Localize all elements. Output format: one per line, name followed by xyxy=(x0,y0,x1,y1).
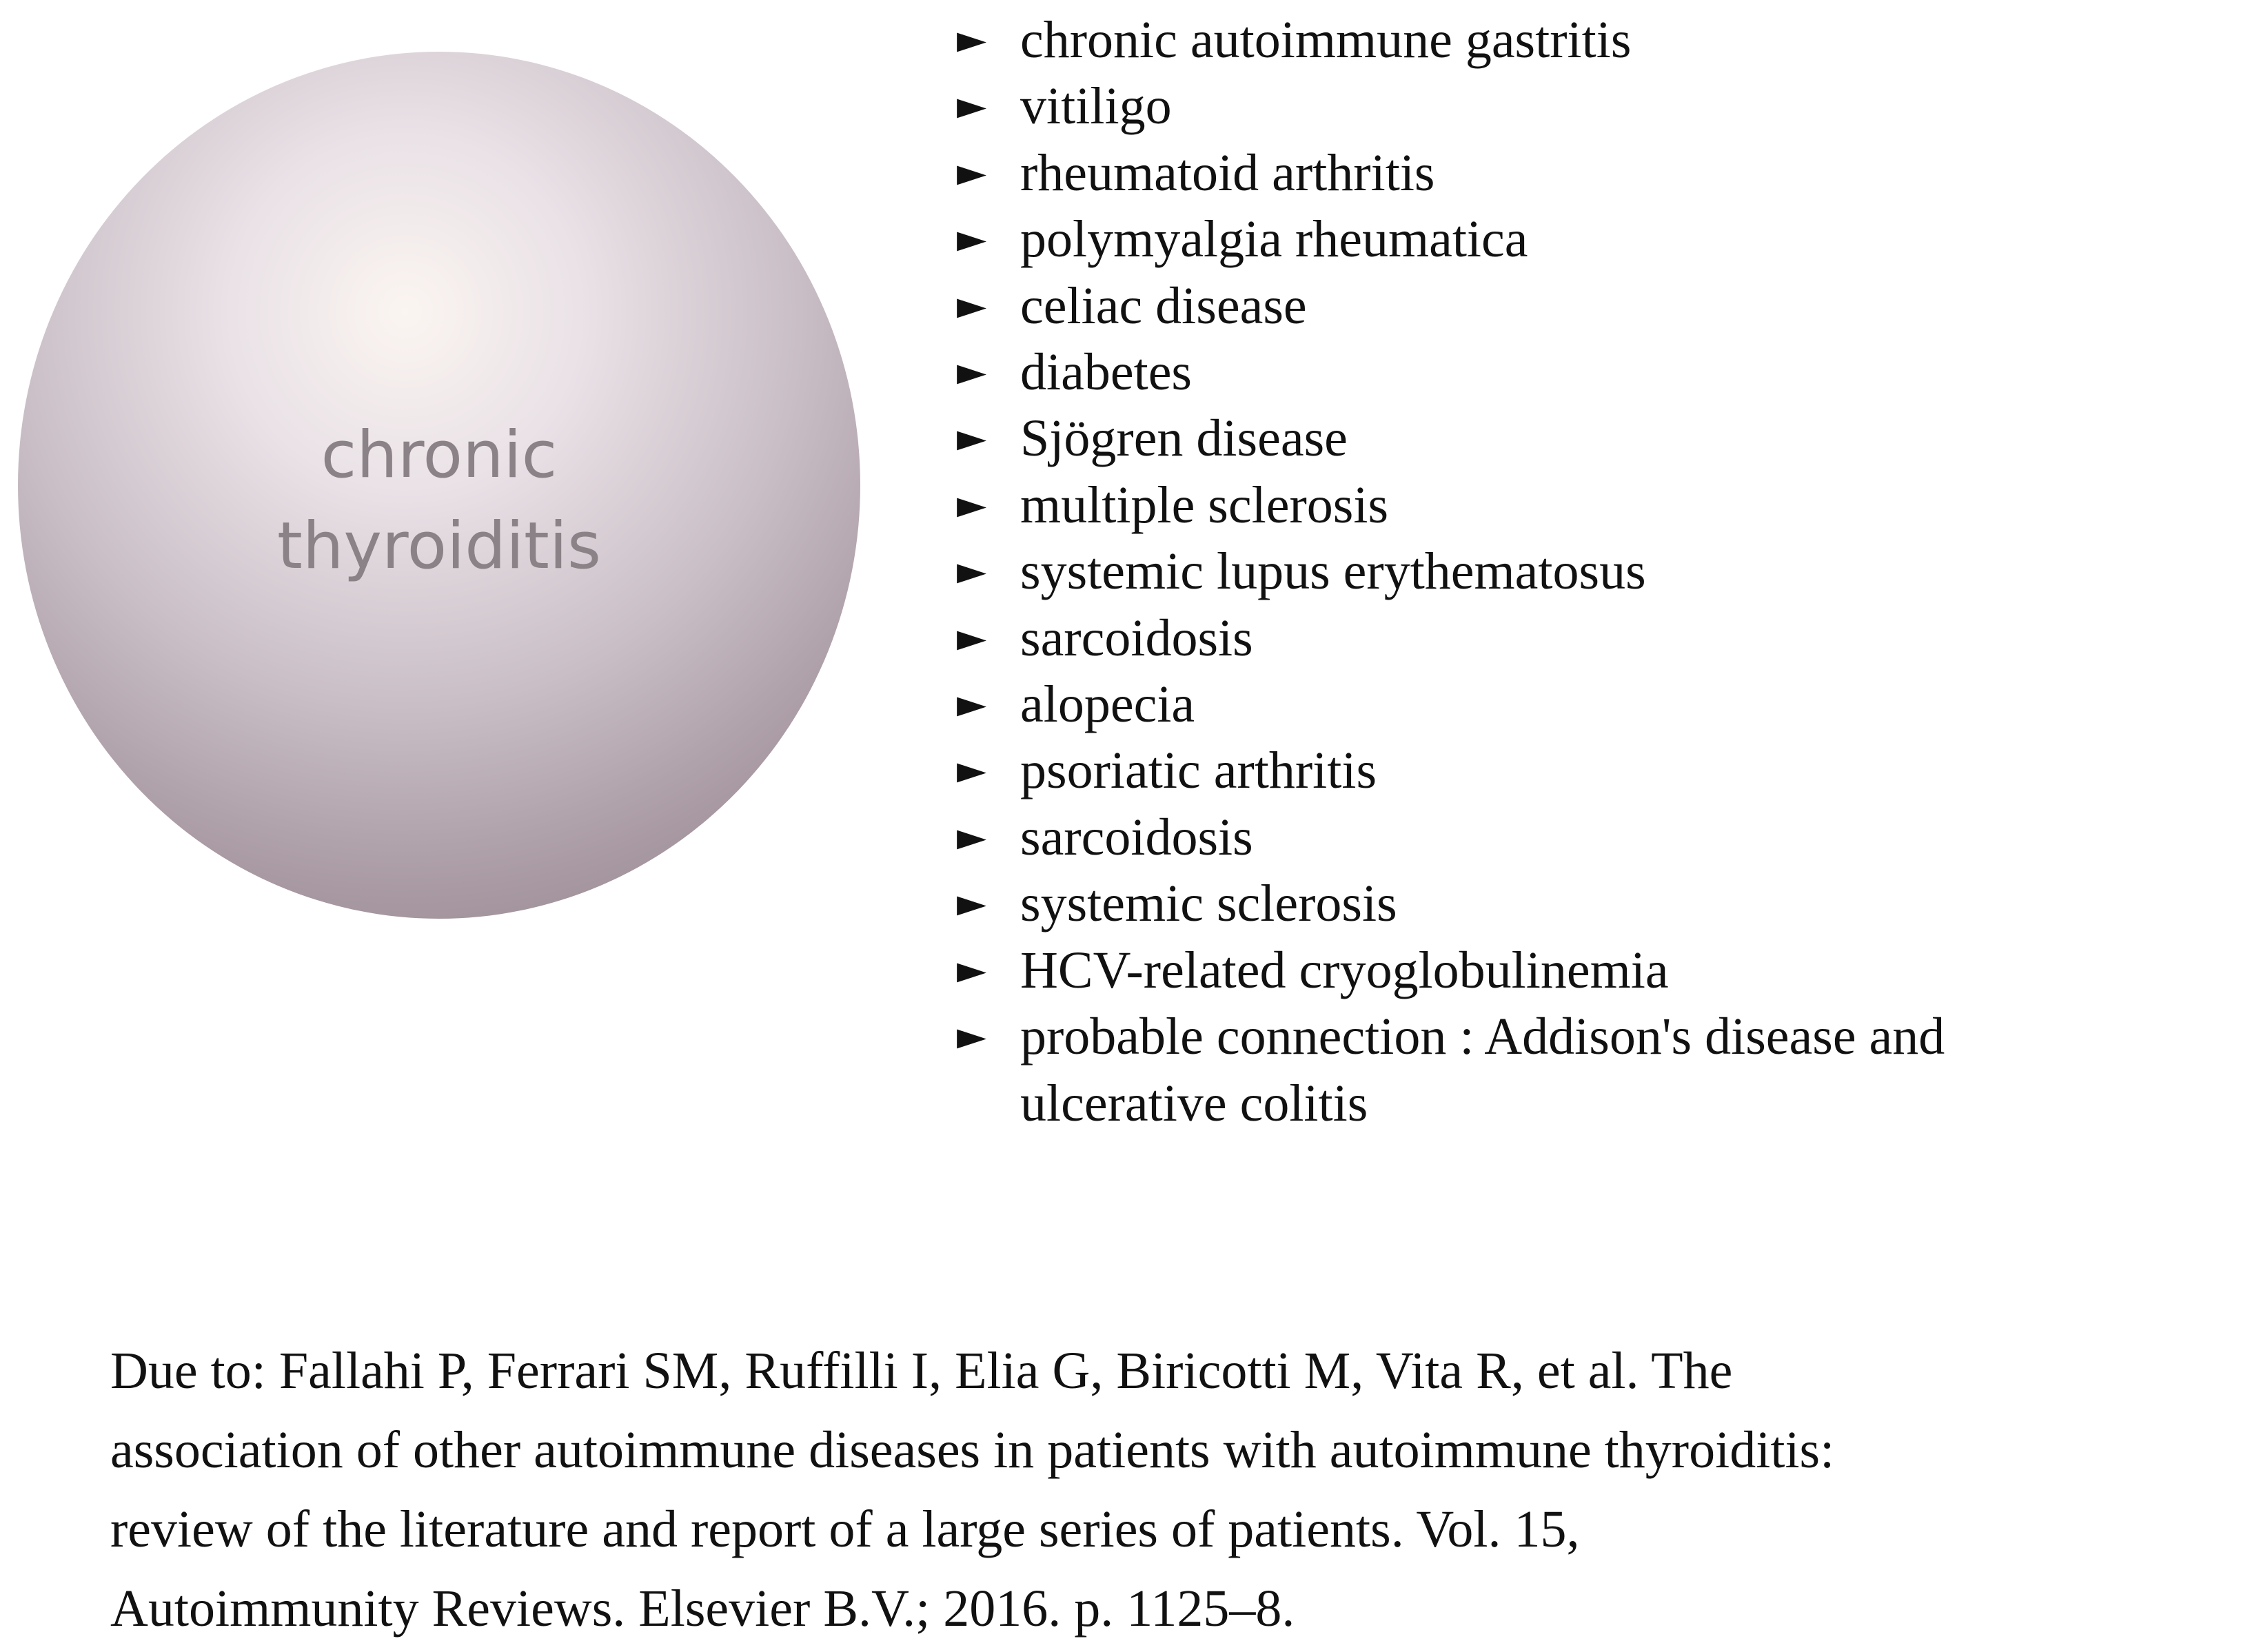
disease-label: diabetes xyxy=(1020,343,1193,402)
disease-label: systemic lupus erythematosus xyxy=(1020,542,1646,601)
triangle-bullet-icon: ► xyxy=(957,615,987,660)
triangle-bullet-icon: ► xyxy=(957,416,987,461)
triangle-bullet-icon: ► xyxy=(957,748,987,793)
triangle-bullet-icon: ► xyxy=(957,349,987,395)
associated-disease-list xyxy=(957,7,2123,1136)
disease-label: HCV-related cryoglobulinemia xyxy=(1020,941,1669,999)
list-item xyxy=(957,804,2123,870)
list-item xyxy=(957,605,2123,671)
list-item xyxy=(957,73,2123,139)
list-item xyxy=(957,7,2123,73)
disease-label: systemic sclerosis xyxy=(1020,875,1397,933)
disease-label: vitiligo xyxy=(1020,77,1172,136)
triangle-bullet-icon: ► xyxy=(957,1014,987,1059)
disease-label: polymyalgia rheumatica xyxy=(1020,210,1528,269)
list-item xyxy=(957,1003,2123,1136)
citation-line: Autoimmunity Reviews. Elsevier B.V.; 2016. p. 1125–8. xyxy=(110,1580,1295,1638)
list-item xyxy=(957,339,2123,405)
triangle-bullet-icon: ► xyxy=(957,150,987,195)
list-item xyxy=(957,937,2123,1003)
triangle-bullet-icon: ► xyxy=(957,17,987,62)
disease-label: probable connection : Addison's disease and ulcerative colitis xyxy=(1020,1008,1945,1132)
disease-label: rheumatoid arthritis xyxy=(1020,143,1435,202)
disease-label: Sjögren disease xyxy=(1020,409,1348,468)
triangle-bullet-icon: ► xyxy=(957,814,987,859)
disease-label: multiple sclerosis xyxy=(1020,476,1389,534)
list-item xyxy=(957,405,2123,471)
disease-label: chronic autoimmune gastritis xyxy=(1020,11,1632,69)
list-item xyxy=(957,538,2123,604)
list-item xyxy=(957,671,2123,737)
disease-label: psoriatic arthritis xyxy=(1020,742,1377,800)
disease-label: celiac disease xyxy=(1020,276,1307,335)
list-item xyxy=(957,472,2123,538)
sphere-label xyxy=(18,410,860,592)
triangle-bullet-icon: ► xyxy=(957,947,987,992)
triangle-bullet-icon: ► xyxy=(957,283,987,328)
citation-line: Due to: Fallahi P, Ferrari SM, Ruffilli I, Elia G, Biricotti M, Vita R, et al. The xyxy=(110,1342,1733,1400)
triangle-bullet-icon: ► xyxy=(957,682,987,727)
thyroiditis-sphere xyxy=(18,52,860,919)
triangle-bullet-icon: ► xyxy=(957,881,987,926)
list-item xyxy=(957,737,2123,804)
triangle-bullet-icon: ► xyxy=(957,482,987,527)
sphere-label-line1: chronic xyxy=(321,418,558,493)
triangle-bullet-icon: ► xyxy=(957,216,987,262)
list-item xyxy=(957,273,2123,339)
list-item xyxy=(957,140,2123,206)
sphere-label-line2: thyroiditis xyxy=(277,509,601,584)
citation-reference xyxy=(110,1332,2220,1649)
citation-line: association of other autoimmune diseases in patients with autoimmune thyroiditis: xyxy=(110,1421,1835,1479)
disease-label: alopecia xyxy=(1020,675,1195,734)
citation-line: review of the literature and report of a large series of patients. Vol. 15, xyxy=(110,1500,1580,1558)
triangle-bullet-icon: ► xyxy=(957,83,987,129)
triangle-bullet-icon: ► xyxy=(957,549,987,594)
disease-label: sarcoidosis xyxy=(1020,609,1253,667)
list-item xyxy=(957,206,2123,272)
disease-label: sarcoidosis xyxy=(1020,808,1253,866)
list-item xyxy=(957,870,2123,937)
